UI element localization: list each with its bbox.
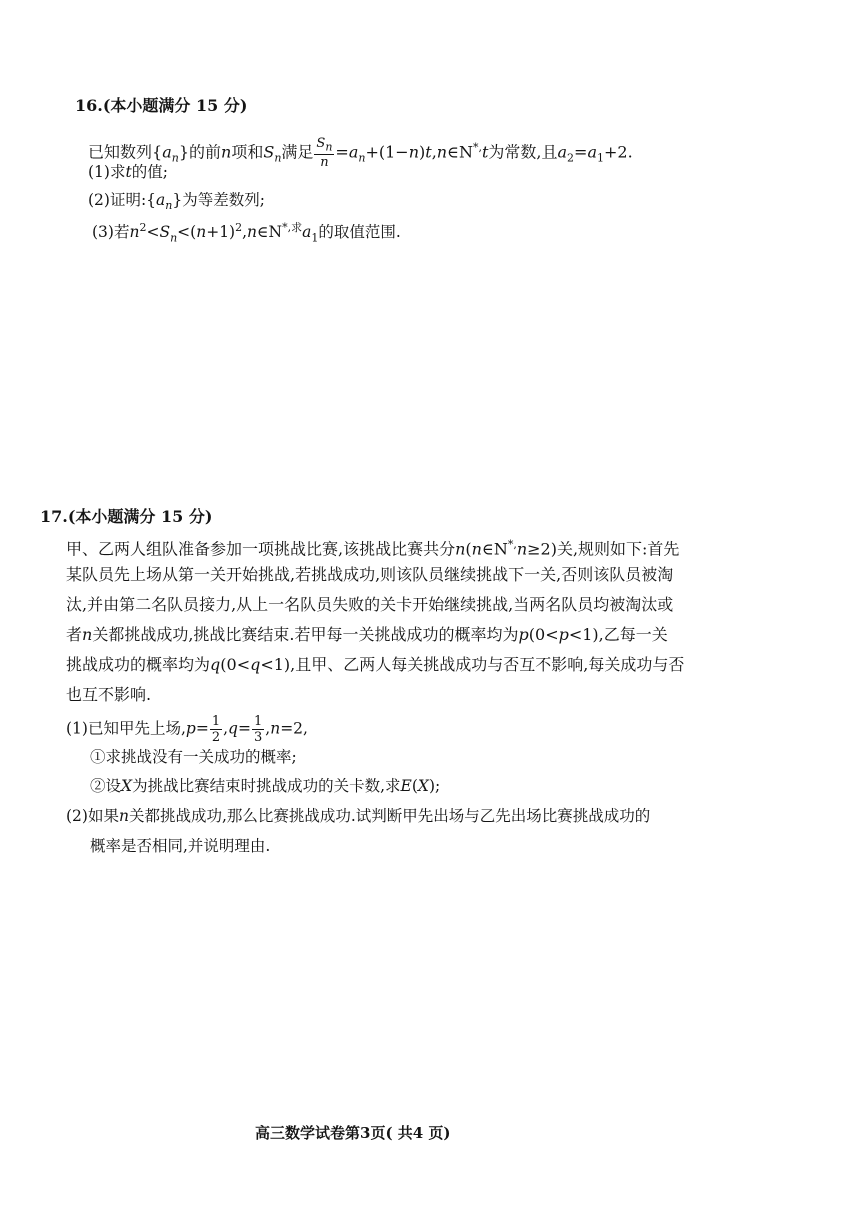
q16-part2: (2)证明$:\{a_n\}$为等差数列; <box>88 191 265 213</box>
q16-part1: (1)求t的值; <box>88 163 168 181</box>
q17-part2-line-1: (2)如果n关都挑战成功,那么比赛挑战成功.试判断甲先出场与乙先出场比赛挑战成功的 <box>66 807 651 825</box>
q17-part1: (1)已知甲先上场,p= $\frac{1}{2}$ ,q= $\frac{1}{3}$ ,n=2, <box>66 714 308 745</box>
q17-line-6: 也互不影响. <box>66 685 152 704</box>
q17-part2-line-2: 概率是否相同,并说明理由. <box>90 837 271 855</box>
q17-line-3: 汰,并由第二名队员接力,从上一名队员失败的关卡开始继续挑战,当两名队员均被淘汰或 <box>66 595 674 614</box>
q17-header: 17.(本小题满分 15 分) <box>40 507 213 526</box>
q17-line-2: 某队员先上场从第一关开始挑战,若挑战成功,则该队员继续挑战下一关,否则该队员被淘 <box>66 565 674 584</box>
page-footer: 高三数学试卷第3页( 共4 页) <box>255 1124 451 1142</box>
fraction-sn-over-n: $\frac{S_n}{n}$ <box>316 136 333 170</box>
q16-part3: (3)若$n^2<S_n<(n+1)^2,n\in N^{*,求}a_1$的取值范围. <box>92 221 401 245</box>
fraction-one-third: $\frac{1}{3}$ <box>253 714 263 745</box>
q16-header: 16.(本小题满分 15 分) <box>75 96 248 115</box>
q17-line-4: 者n关都挑战成功,挑战比赛结束.若甲每一关挑战成功的概率均为p(0<p<1),乙每一关 <box>66 625 668 644</box>
q17-line-5: 挑战成功的概率均为q(0<q<1),且甲、乙两人每关挑战成功与否互不影响,每关成功与否 <box>66 655 685 674</box>
q17-part1-i: ①求挑战没有一关成功的概率; <box>90 748 297 766</box>
q17-part1-ii: ②设X为挑战比赛结束时挑战成功的关卡数,求E(X); <box>90 777 441 795</box>
q17-line-1: 甲、乙两人组队准备参加一项挑战比赛,该挑战比赛共分n(n∈N*,n≥2)关,规则如下:首先 <box>66 538 680 559</box>
fraction-one-half: $\frac{1}{2}$ <box>211 714 221 745</box>
q16-stem: 已知数列$\{a_n\}$的前n项和$S_n$满足 $\frac{S_n}{n}$ $=a_n+(1-n)t,n\in N^{*,}t$为常数,且$a_2=a_1+2$. <box>88 136 633 170</box>
